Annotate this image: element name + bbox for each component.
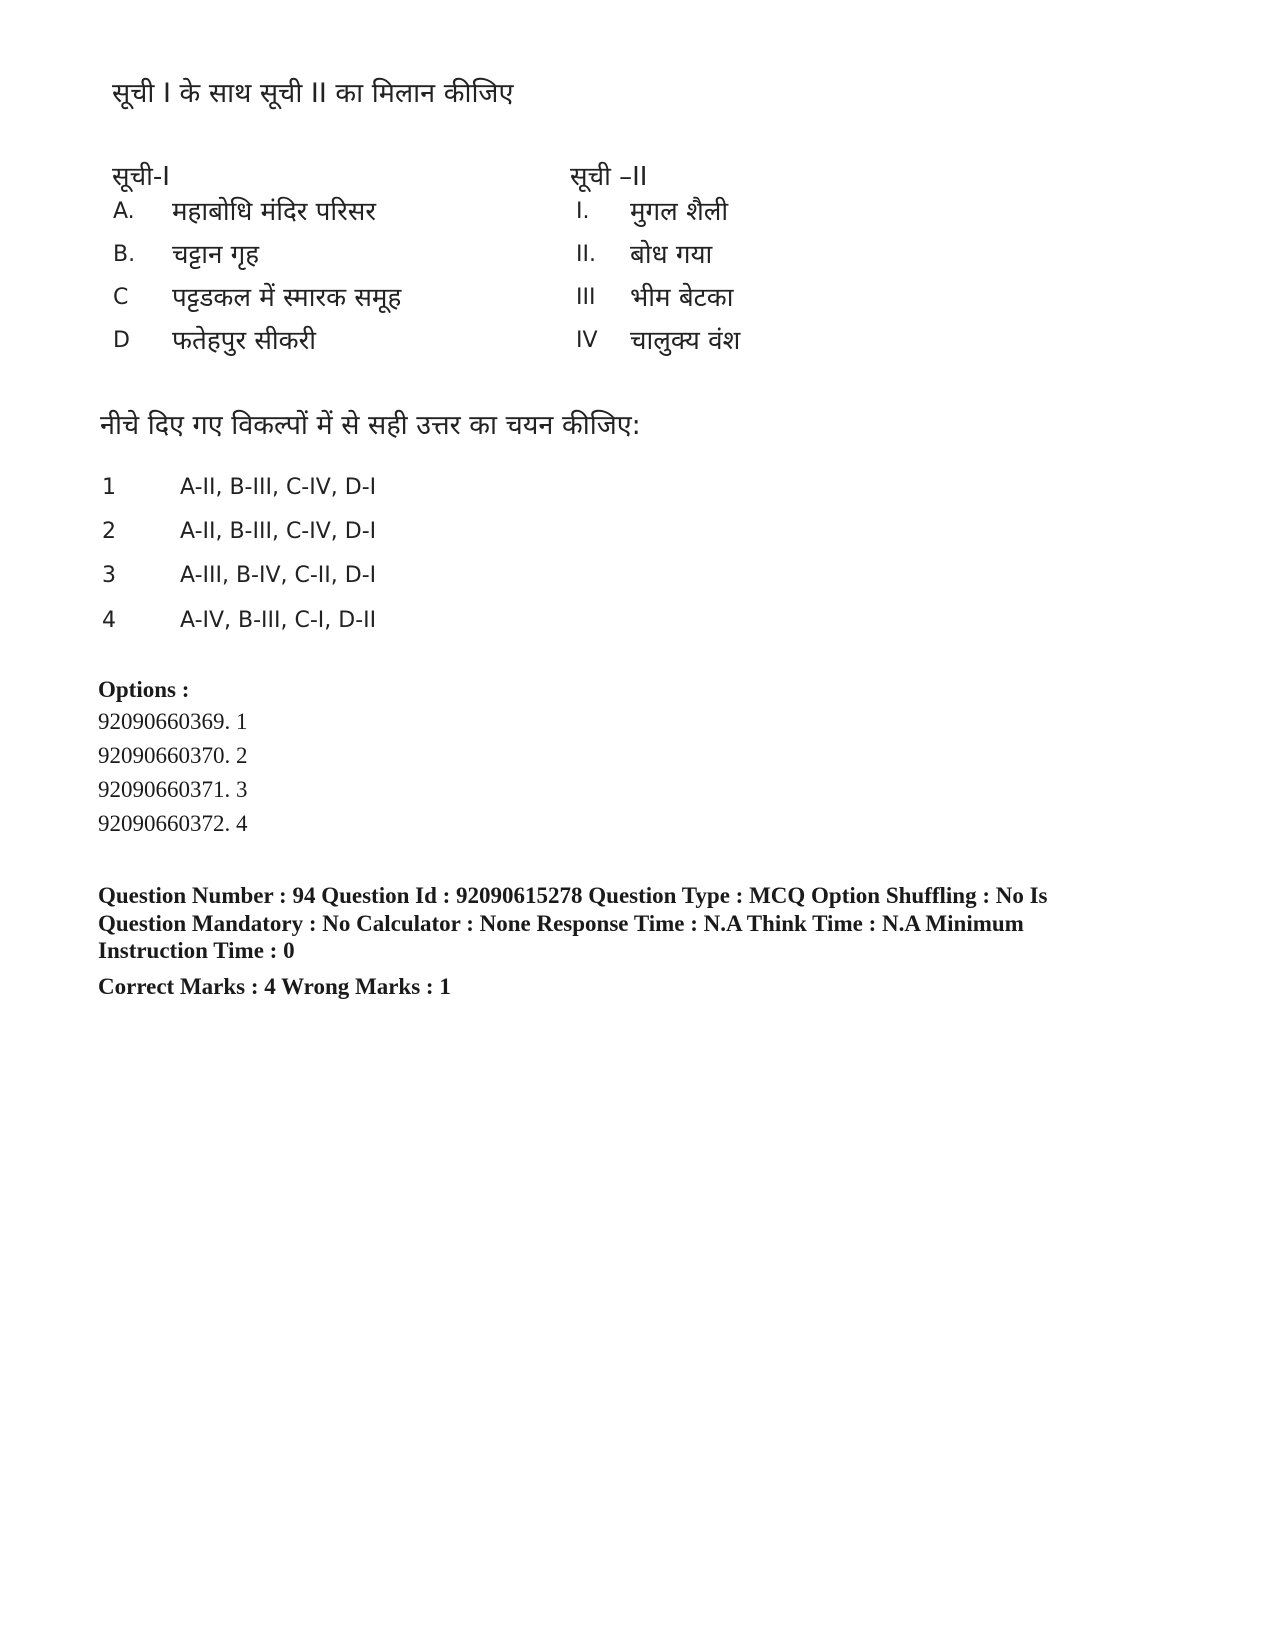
question-title: सूची I के साथ सूची II का मिलान कीजिए — [112, 78, 514, 109]
list-2-key: IV — [576, 328, 598, 353]
match-row — [0, 192, 900, 232]
match-row — [0, 235, 900, 275]
list-2-item: भीम बेटका — [630, 283, 734, 313]
match-row — [0, 321, 900, 361]
question-image — [0, 0, 1275, 660]
list-2-item: बोध गया — [630, 240, 713, 270]
choice-row — [0, 556, 700, 596]
list-1-key: A. — [113, 199, 135, 224]
list-1-item: पट्टडकल में स्मारक समूह — [172, 283, 402, 313]
choice-row — [0, 601, 700, 641]
question-meta-line: Question Number : 94 Question Id : 92090615278 Question Type : MCQ Option Shuffling : No Is — [98, 883, 1048, 908]
list-1-heading: सूची-I — [112, 162, 170, 192]
choice-number: 1 — [102, 475, 116, 500]
option-id-line: 92090660369. 1 — [98, 709, 248, 734]
choice-text: A-III, B-IV, C-II, D-I — [180, 563, 377, 588]
list-1-item: महाबोधि मंदिर परिसर — [172, 197, 376, 227]
choice-number: 3 — [102, 563, 116, 588]
question-meta-line: Question Mandatory : No Calculator : None Response Time : N.A Think Time : N.A Minimum — [98, 910, 1024, 936]
question-meta-line: Instruction Time : 0 — [98, 938, 295, 963]
list-2-key: I. — [576, 199, 590, 224]
list-1-key: D — [113, 328, 130, 353]
marks-line: Correct Marks : 4 Wrong Marks : 1 — [98, 974, 451, 999]
choice-text: A-II, B-III, C-IV, D-I — [180, 475, 377, 500]
list-2-heading: सूची –II — [570, 162, 648, 192]
match-row — [0, 278, 900, 318]
list-2-item: चालुक्य वंश — [630, 326, 741, 356]
list-2-key: III — [576, 285, 596, 310]
list-1-item: चट्टान गृह — [172, 240, 260, 270]
choice-number: 4 — [102, 608, 116, 633]
list-1-item: फतेहपुर सीकरी — [172, 326, 316, 356]
choice-text: A-IV, B-III, C-I, D-II — [180, 608, 377, 633]
question-instruction: नीचे दिए गए विकल्पों में से सही उत्तर का चयन कीजिए: — [100, 410, 641, 441]
option-id-line: 92090660370. 2 — [98, 743, 248, 768]
list-2-item: मुगल शैली — [630, 197, 729, 227]
choice-row — [0, 512, 700, 552]
list-1-key: B. — [113, 242, 136, 267]
question-meta — [98, 882, 1158, 965]
choice-text: A-II, B-III, C-IV, D-I — [180, 519, 377, 544]
option-id-line: 92090660372. 4 — [98, 811, 248, 836]
choice-row — [0, 468, 700, 508]
options-label: Options : — [98, 677, 190, 702]
option-id-line: 92090660371. 3 — [98, 777, 248, 802]
choice-number: 2 — [102, 519, 116, 544]
list-2-key: II. — [576, 242, 596, 267]
list-1-key: C — [113, 285, 129, 310]
